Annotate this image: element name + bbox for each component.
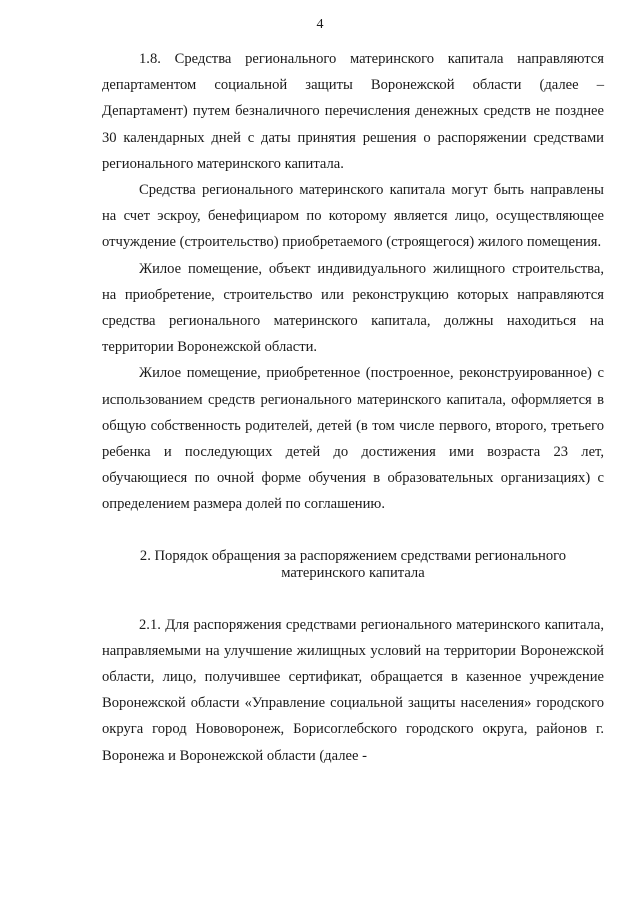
section-title-line-1: 2. Порядок обращения за распоряжением средствами регионального <box>139 547 567 564</box>
paragraph-territory: Жилое помещение, объект индивидуального жилищного строительства, на приобретение, строительство или реконструкцию которых направляются средства регионального материнского капитала, должны находиться на территории Воронежской области. <box>102 260 604 356</box>
paragraph-1-8: 1.8. Средства регионального материнского капитала направляются департаментом социальной защиты Воронежской области (далее – Департамент) путем безналичного перечисления денежных средств не позднее 30 календарных дней с даты принятия решения о распоряжении средствами регионального материнского капитала. <box>102 51 604 172</box>
paragraph-escrow: Средства регионального материнского капитала могут быть направлены на счет эскроу, бенефициаром по которому является лицо, осуществляющее отчуждение (строительство) приобретаемого (строящегося) жилого помещения. <box>102 182 604 251</box>
paragraph-ownership: Жилое помещение, приобретенное (построенное, реконструированное) с использованием средств регионального материнского капитала, оформляется в общую собственность родителей, детей (в том числе первого, второго, третьего ребенка и последующих детей до достижения ими возраста 23 лет, обучающиеся по очной форме обучения в образовательных организациях) с определением размера долей по соглашению. <box>102 365 604 513</box>
paragraph-2-1: 2.1. Для распоряжения средствами регионального материнского капитала, направляемыми на улучшение жилищных условий на территории Воронежской области, лицо, получившее сертификат, обращается в казенное учреждение Воронежской области «Управление социальной защиты населения» городского округа город Нововоронеж, Борисоглебского городского округа, районов г. Воронежа и Воронежской области (далее - <box>102 616 604 764</box>
section-title-line-2: материнского капитала <box>281 564 425 581</box>
document-body <box>102 46 604 769</box>
section-title <box>102 548 604 582</box>
page-number: 4 <box>316 17 324 32</box>
